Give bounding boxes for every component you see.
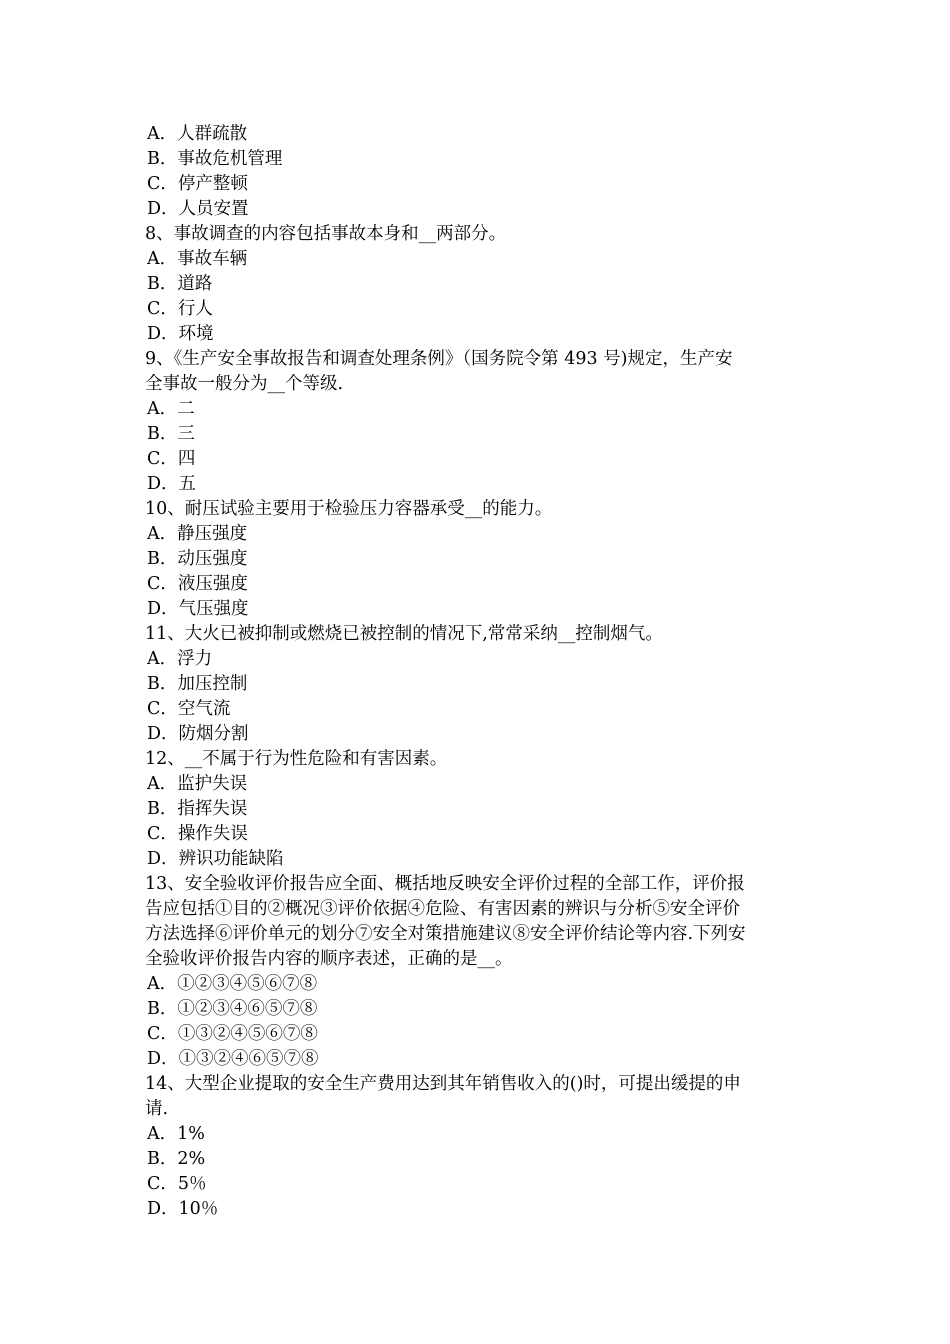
question-text-line: 9、《生产安全事故报告和调查处理条例》（国务院令第 493 号)规定，生产安	[145, 349, 733, 369]
answer-option-line: A．浮力	[147, 649, 213, 669]
answer-option-line: D．①③②④⑥⑤⑦⑧	[147, 1049, 319, 1069]
answer-option-line: B．动压强度	[147, 549, 248, 569]
answer-option-line: B．事故危机管理	[147, 149, 283, 169]
answer-option-line: C．行人	[147, 299, 213, 319]
answer-option-line: B．①②③④⑥⑤⑦⑧	[147, 999, 318, 1019]
question-text-line: 全验收评价报告内容的顺序表述，正确的是__。	[145, 949, 513, 969]
answer-option-line: D．环境	[147, 324, 214, 344]
answer-option-line: C．停产整顿	[147, 174, 248, 194]
answer-option-line: D．五	[147, 474, 197, 494]
answer-option-line: D．防烟分割	[147, 724, 249, 744]
question-text-line: 8、事故调查的内容包括事故本身和__两部分。	[145, 224, 507, 244]
question-text-line: 请.	[145, 1099, 169, 1119]
answer-option-line: A．静压强度	[147, 524, 248, 544]
answer-option-line: C．空气流	[147, 699, 231, 719]
answer-option-line: D．人员安置	[147, 199, 249, 219]
answer-option-line: C．操作失误	[147, 824, 248, 844]
question-text-line: 13、安全验收评价报告应全面、概括地反映安全评价过程的全部工作，评价报	[145, 874, 745, 894]
answer-option-line: D．气压强度	[147, 599, 249, 619]
answer-option-line: C．液压强度	[147, 574, 248, 594]
question-text-line: 11、大火已被抑制或燃烧已被控制的情况下,常常采纳__控制烟气。	[145, 624, 663, 644]
answer-option-line: D．10％	[147, 1199, 219, 1219]
answer-option-line: D．辨识功能缺陷	[147, 849, 284, 869]
answer-option-line: A．①②③④⑤⑥⑦⑧	[147, 974, 318, 994]
answer-option-line: A．二	[147, 399, 195, 419]
answer-option-line: C．5％	[147, 1174, 207, 1194]
answer-option-line: A．事故车辆	[147, 249, 248, 269]
answer-option-line: C．①③②④⑤⑥⑦⑧	[147, 1024, 318, 1044]
question-text-line: 12、__不属于行为性危险和有害因素。	[145, 749, 448, 769]
answer-option-line: B．2%	[147, 1149, 206, 1169]
question-text-line: 告应包括①目的②概况③评价依据④危险、有害因素的辨识与分析⑤安全评价	[145, 899, 740, 919]
answer-option-line: B．三	[147, 424, 195, 444]
answer-option-line: A．监护失误	[147, 774, 248, 794]
question-text-line: 14、大型企业提取的安全生产费用达到其年销售收入的()时，可提出缓提的申	[145, 1074, 741, 1094]
answer-option-line: B．加压控制	[147, 674, 248, 694]
answer-option-line: A．人群疏散	[147, 124, 248, 144]
document-page	[145, 122, 810, 1222]
question-text-line: 10、耐压试验主要用于检验压力容器承受__的能力。	[145, 499, 553, 519]
answer-option-line: B．指挥失误	[147, 799, 248, 819]
answer-option-line: C．四	[147, 449, 196, 469]
question-text-line: 方法选择⑥评价单元的划分⑦安全对策措施建议⑧安全评价结论等内容.下列安	[145, 924, 746, 944]
answer-option-line: A．1%	[147, 1124, 205, 1144]
question-text-line: 全事故一般分为__个等级.	[145, 374, 344, 394]
answer-option-line: B．道路	[147, 274, 213, 294]
